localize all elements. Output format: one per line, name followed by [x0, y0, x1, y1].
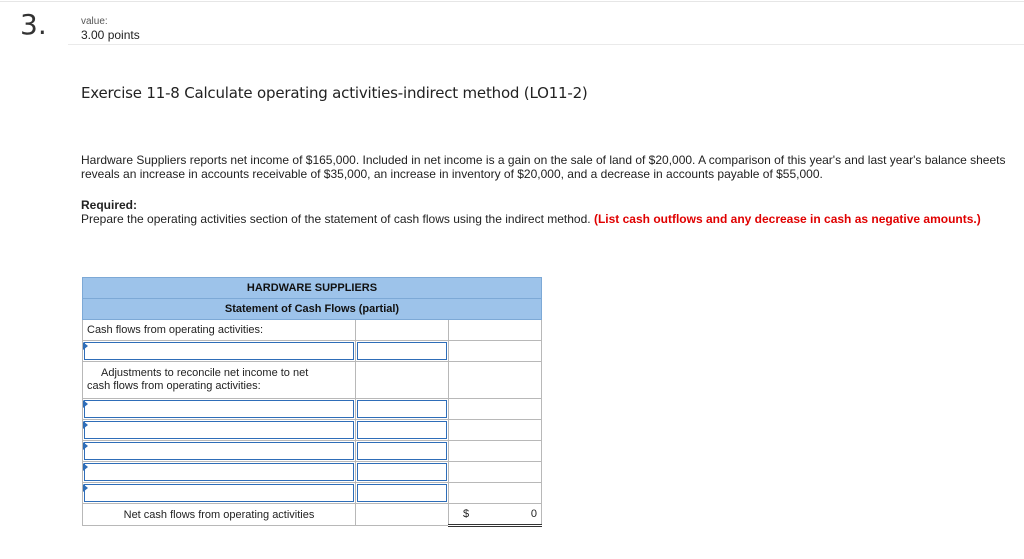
- currency-symbol: $: [463, 508, 470, 520]
- adjustments-header: [83, 362, 356, 399]
- points-value: 3.00 points: [81, 28, 140, 42]
- adjustment-amount-input-4[interactable]: [356, 462, 449, 483]
- empty-cell: [449, 320, 542, 341]
- empty-cell: [449, 399, 542, 420]
- required-instruction-text: Prepare the operating activities section of the statement of cash flows using the indirect method.: [81, 212, 591, 226]
- question-number: 3.: [20, 8, 47, 41]
- adjustment-amount-input-1[interactable]: [356, 399, 449, 420]
- empty-cell: [449, 441, 542, 462]
- required-instructions: [81, 212, 1016, 226]
- adjustment-amount-input-3[interactable]: [356, 441, 449, 462]
- adjustment-label-input-1[interactable]: [83, 399, 356, 420]
- empty-cell: [449, 362, 542, 399]
- adjustments-line-2: cash flows from operating activities:: [87, 380, 261, 392]
- top-divider: [0, 1, 1024, 2]
- empty-cell: [449, 420, 542, 441]
- empty-cell: [449, 483, 542, 504]
- cash-flow-statement-table: [82, 277, 542, 527]
- net-cash-flows-label: Net cash flows from operating activities: [83, 504, 356, 526]
- company-name: HARDWARE SUPPLIERS: [83, 278, 542, 299]
- net-income-amount-input[interactable]: [356, 341, 449, 362]
- table-row: [83, 483, 542, 504]
- net-cash-flows-value: 0: [530, 508, 537, 520]
- table-row: [83, 341, 542, 362]
- adjustment-amount-input-5[interactable]: [356, 483, 449, 504]
- adjustment-label-input-4[interactable]: [83, 462, 356, 483]
- required-heading: Required:: [81, 198, 138, 212]
- empty-cell: [356, 320, 449, 341]
- operating-activities-header: Cash flows from operating activities:: [83, 320, 356, 341]
- required-note: (List cash outflows and any decrease in cash as negative amounts.): [593, 212, 981, 226]
- value-label: value:: [81, 16, 108, 27]
- adjustments-line-1: Adjustments to reconcile net income to net: [101, 367, 309, 379]
- header-divider: [68, 44, 1024, 45]
- empty-cell: [449, 341, 542, 362]
- problem-text: Hardware Suppliers reports net income of $165,000. Included in net income is a gain on the sale of land of $20,000. A comparison of this year's and last year's balance sheets reveals an increase in accounts receivable of $35,000, an increase in inventory of $20,000, and a decrease in accounts payable of $55,000.: [81, 153, 1006, 181]
- table-row: [83, 420, 542, 441]
- table-row: [83, 399, 542, 420]
- net-income-label-input[interactable]: [83, 341, 356, 362]
- table-row: [83, 441, 542, 462]
- adjustment-label-input-5[interactable]: [83, 483, 356, 504]
- adjustment-label-input-3[interactable]: [83, 441, 356, 462]
- empty-cell: [356, 504, 449, 526]
- empty-cell: [356, 362, 449, 399]
- net-cash-flows-total: [449, 504, 542, 526]
- empty-cell: [449, 462, 542, 483]
- adjustment-label-input-2[interactable]: [83, 420, 356, 441]
- adjustment-amount-input-2[interactable]: [356, 420, 449, 441]
- table-row: [83, 462, 542, 483]
- exercise-title: Exercise 11-8 Calculate operating activities-indirect method (LO11-2): [81, 84, 588, 102]
- statement-title: Statement of Cash Flows (partial): [83, 299, 542, 320]
